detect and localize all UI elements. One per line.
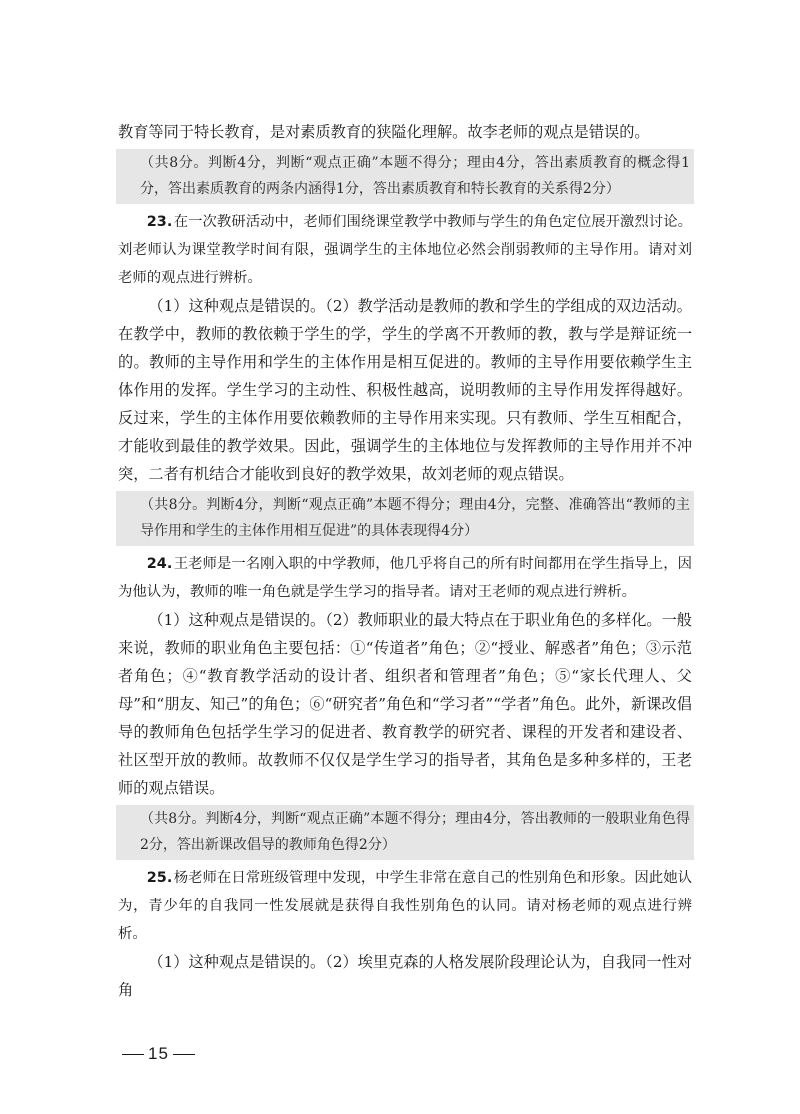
score-note-text: （共8分。判断4分，判断“观点正确”本题不得分；理由4分，答出教师的一般职业角色得2分，答出新课改倡导的教师角色得2分） <box>140 811 690 853</box>
question-number: 24. <box>146 556 173 572</box>
answer-23: （1）这种观点是错误的。（2）教学活动是教师的教和学生的学组成的双边活动。在教学中，教师的教依赖于学生的学，学生的学离不开教师的教，教与学是辩证统一的。教师的主导作用和学生的主体作用是相互促进的。教师的主导作用要依赖学生主体作用的发挥。学生学习的主动性、积极性越高，说明教师的主导作用发挥得越好。反过来，学生的主体作用要依赖教师的主导作用来实现。只有教师、学生互相配合，才能收到最佳的教学效果。因此，强调学生的主体地位与发挥教师的主导作用并不冲突，二者有机结合才能收到良好的教学效果，故刘老师的观点错误。 <box>118 297 692 483</box>
question-number: 23. <box>146 214 173 230</box>
question-24 <box>118 550 692 606</box>
question-23 <box>118 208 692 292</box>
question-text: 在一次教研活动中，老师们围绕课堂教学中教师与学生的角色定位展开激烈讨论。刘老师认为课堂教学时间有限，强调学生的主体地位必然会削弱教师的主导作用。请对刘老师的观点进行辨析。 <box>118 214 692 286</box>
question-25 <box>118 864 692 948</box>
score-note-text: （共8分。判断4分，判断“观点正确”本题不得分；理由4分，完整、准确答出“教师的主导作用和学生的主体作用相互促进”的具体表现得4分） <box>140 497 690 539</box>
score-note-24 <box>116 805 694 860</box>
page-footer <box>118 1044 199 1064</box>
document-page <box>118 118 692 1004</box>
intro-paragraph: 教育等同于特长教育，是对素质教育的狭隘化理解。故李老师的观点是错误的。 <box>118 123 650 141</box>
question-number: 25. <box>146 870 173 886</box>
footer-dash-right <box>173 1054 195 1055</box>
question-text: 杨老师在日常班级管理中发现，中学生非常在意自己的性别角色和形象。因此她认为，青少年的自我同一性发展就是获得自我性别角色的认同。请对杨老师的观点进行辨析。 <box>118 870 692 942</box>
score-note-text: （共8分。判断4分，判断“观点正确”本题不得分；理由4分，答出素质教育的概念得1分，答出素质教育的两条内涵得1分，答出素质教育和特长教育的关系得2分） <box>140 155 690 197</box>
question-text: 王老师是一名刚入职的中学教师，他几乎将自己的所有时间都用在学生指导上，因为他认为，教师的唯一角色就是学生学习的指导者。请对王老师的观点进行辨析。 <box>118 556 692 600</box>
score-note-22 <box>116 149 694 204</box>
page-number: 15 <box>148 1044 169 1063</box>
score-note-23 <box>116 491 694 546</box>
footer-dash-left <box>122 1054 144 1055</box>
answer-24: （1）这种观点是错误的。（2）教师职业的最大特点在于职业角色的多样化。一般来说，教师的职业角色主要包括：①“传道者”角色；②“授业、解惑者”角色；③示范者角色；④“教育教学活动的设计者、组织者和管理者”角色；⑤“家长代理人、父母”和“朋友、知己”的角色；⑥“研究者”角色和“学习者”“学者”角色。此外，新课改倡导的教师角色包括学生学习的促进者、教育教学的研究者、课程的开发者和建设者、社区型开放的教师。故教师不仅仅是学生学习的指导者，其角色是多种多样的，王老师的观点错误。 <box>118 611 692 797</box>
answer-25: （1）这种观点是错误的。（2）埃里克森的人格发展阶段理论认为，自我同一性对角 <box>118 953 692 999</box>
